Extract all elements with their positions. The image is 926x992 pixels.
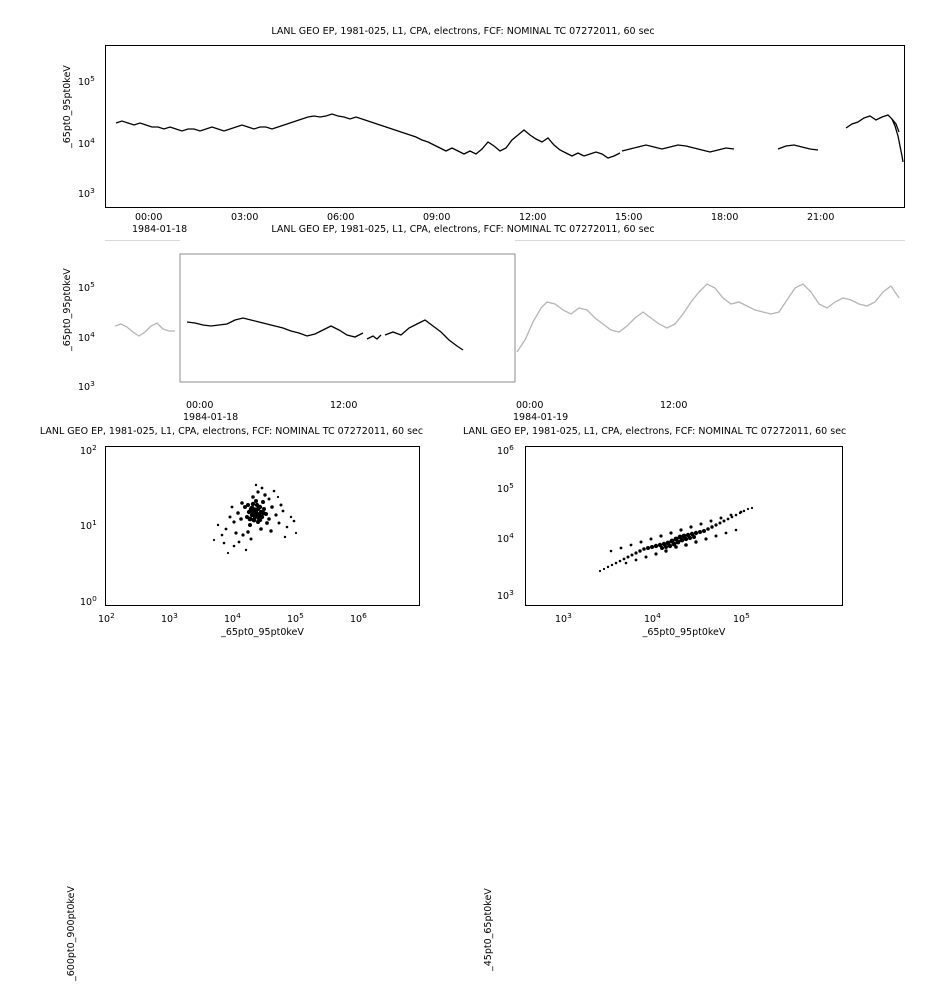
bottom-left-chart-title: LANL GEO EP, 1981-025, L1, CPA, electrons, FCF: NOMINAL TC 07272011, 60 sec — [39, 426, 424, 437]
bottom-right-y-axis-label: _45pt0_65pt0keV — [483, 888, 494, 971]
middle-xtick-1200-b: 12:00 — [660, 400, 688, 411]
bottom-left-y-axis-label: _600pt0_900pt0keV — [66, 886, 77, 981]
top-ytick-1e5: $10^5$ — [78, 74, 95, 89]
bl-ytick-1e0: $10^0$ — [80, 594, 97, 609]
bl-xtick-1e6: $10^6$ — [350, 611, 367, 626]
middle-datestamp-day1: 1984-01-18 — [183, 412, 239, 423]
middle-selected-series — [187, 318, 363, 337]
top-chart-title: LANL GEO EP, 1981-025, L1, CPA, electrons, FCF: NOMINAL TC 07272011, 60 sec — [271, 26, 655, 37]
br-ytick-1e6: $10^6$ — [497, 443, 514, 458]
panel-bottom-right-scatter — [463, 421, 926, 971]
middle-chart-title: LANL GEO EP, 1981-025, L1, CPA, electrons, FCF: NOMINAL TC 07272011, 60 sec — [271, 224, 655, 235]
bottom-left-x-axis-label: _65pt0_95pt0keV — [221, 627, 304, 638]
middle-xtick-1200-a: 12:00 — [330, 400, 358, 411]
bottom-left-plot-area — [105, 446, 420, 606]
middle-y-axis-label: _65pt0_95pt0keV — [62, 268, 73, 351]
bottom-left-points — [213, 484, 297, 554]
bl-xtick-1e5: $10^5$ — [287, 611, 304, 626]
middle-plot-area — [105, 240, 905, 393]
middle-context-before — [115, 323, 175, 336]
top-xtick-2100: 21:00 — [807, 212, 835, 223]
top-series-line — [116, 114, 584, 156]
bl-ytick-1e2: $10^2$ — [80, 443, 97, 458]
bottom-right-chart-title: LANL GEO EP, 1981-025, L1, CPA, electrons, FCF: NOMINAL TC 07272011, 60 sec — [463, 426, 847, 437]
top-xtick-0000: 00:00 — [135, 212, 163, 223]
top-ytick-1e3: $10^3$ — [78, 186, 95, 201]
middle-ytick-1e3: $10^3$ — [78, 379, 95, 394]
bl-xtick-1e3: $10^3$ — [161, 611, 178, 626]
top-series-wiggle-a — [584, 152, 620, 158]
top-series-line-gap4 — [846, 115, 899, 132]
top-datestamp: 1984-01-18 — [132, 224, 188, 235]
middle-selected-series-b — [385, 320, 463, 350]
top-plot-area — [105, 45, 905, 208]
middle-selected-series-c — [367, 335, 381, 339]
top-xtick-1800: 18:00 — [711, 212, 739, 223]
bl-xtick-1e4: $10^4$ — [224, 611, 241, 626]
br-xtick-1e4: $10^4$ — [644, 611, 661, 626]
top-xtick-0600: 06:00 — [327, 212, 355, 223]
top-series-line-gap3 — [778, 145, 818, 150]
top-xtick-0300: 03:00 — [231, 212, 259, 223]
top-xtick-1200: 12:00 — [519, 212, 547, 223]
top-series-svg — [106, 46, 904, 207]
bottom-left-scatter-svg — [106, 447, 419, 605]
bottom-right-scatter-svg — [526, 447, 842, 605]
bottom-right-plot-area — [525, 446, 843, 606]
br-ytick-1e3: $10^3$ — [497, 588, 514, 603]
middle-ytick-1e5: $10^5$ — [78, 280, 95, 295]
bl-xtick-1e2: $10^2$ — [98, 611, 115, 626]
middle-datestamp-day2: 1984-01-19 — [513, 412, 569, 423]
br-ytick-1e5: $10^5$ — [497, 481, 514, 496]
top-series-line-tail — [892, 119, 903, 162]
br-xtick-1e5: $10^5$ — [733, 611, 750, 626]
top-xtick-1500: 15:00 — [615, 212, 643, 223]
top-xtick-0900: 09:00 — [423, 212, 451, 223]
top-ytick-1e4: $10^4$ — [78, 136, 95, 151]
middle-xtick-0000-b: 00:00 — [516, 400, 544, 411]
panel-bottom-left-scatter — [0, 421, 463, 981]
middle-series-svg — [105, 240, 905, 393]
bl-ytick-1e1: $10^1$ — [80, 518, 97, 533]
bottom-right-x-axis-label: _65pt0_95pt0keV — [642, 627, 726, 638]
bottom-right-points — [599, 507, 753, 572]
top-series-line-gap2 — [622, 145, 734, 152]
br-xtick-1e3: $10^3$ — [555, 611, 572, 626]
middle-xtick-0000-a: 00:00 — [186, 400, 214, 411]
panel-top-timeseries — [0, 0, 926, 235]
middle-ytick-1e4: $10^4$ — [78, 330, 95, 345]
panel-middle-timeseries — [0, 216, 926, 421]
br-ytick-1e4: $10^4$ — [497, 531, 514, 546]
zoom-selection-box — [180, 254, 515, 382]
top-y-axis-label: _65pt0_95pt0keV — [62, 65, 73, 148]
middle-context-after — [517, 284, 899, 352]
